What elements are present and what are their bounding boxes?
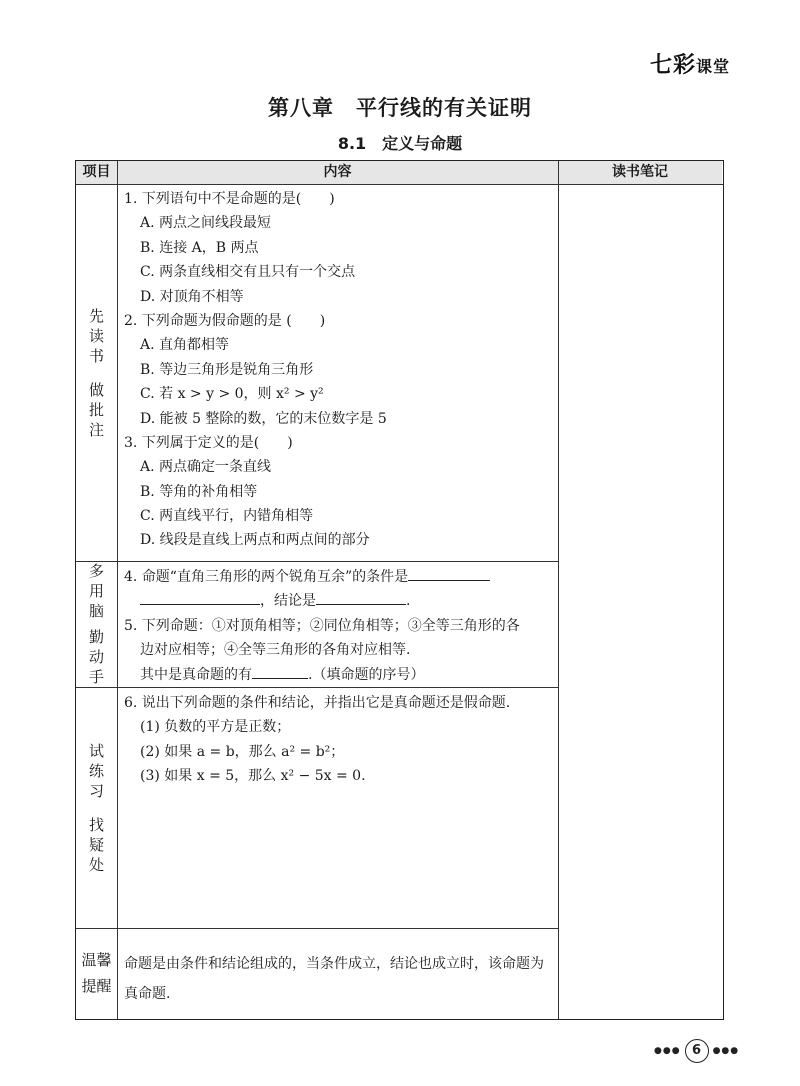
label-char: 注	[88, 420, 104, 439]
option: B. 等边三角形是锐角三角形	[140, 361, 314, 378]
sub-question: (2) 如果 a = b，那么 a² = b²；	[140, 743, 345, 760]
row-content-practice	[124, 691, 554, 789]
header-item: 项目	[76, 161, 117, 184]
label-char: 练	[88, 761, 104, 780]
answer-blank	[316, 589, 406, 605]
row-label-think	[76, 561, 117, 687]
header-content: 内容	[117, 161, 558, 184]
option: D. 能被 5 整除的数，它的末位数字是 5	[140, 410, 387, 427]
decor-dots: ●●●	[712, 1046, 740, 1056]
row-label-read	[76, 184, 117, 561]
label-char: 试	[88, 741, 104, 760]
label-char: 疑	[88, 835, 104, 854]
option: D. 对顶角不相等	[140, 288, 244, 305]
grid-hline	[76, 184, 723, 185]
label-char: 动	[88, 648, 104, 666]
row-label-tip	[76, 928, 117, 1018]
question-4-text: 4. 命题“直角三角形的两个锐角互余”的条件是	[124, 569, 409, 585]
decor-dots: ●●●	[654, 1046, 681, 1056]
label-char: 多	[88, 562, 104, 580]
label-char: 手	[88, 668, 104, 686]
question-3: 3. 下列属于定义的是( )	[124, 434, 293, 451]
section-title	[0, 131, 800, 154]
row-label-practice	[76, 687, 117, 928]
chapter-name: 平行线的有关证明	[356, 95, 532, 120]
answer-blank	[252, 663, 308, 679]
tip-text: 命题是由条件和结论组成的，当条件成立，结论也成立时，该命题为真命题.	[124, 956, 544, 1002]
label-char: 用	[88, 582, 104, 600]
page-number-value: 6	[685, 1039, 709, 1063]
brand-logo-rest: 课堂	[695, 57, 730, 76]
answer-blank	[140, 589, 260, 605]
brand-logo	[650, 48, 730, 79]
section-name: 定义与命题	[382, 134, 463, 153]
question-5-ask-hint: .（填命题的序号）	[308, 666, 425, 683]
label-char: 脑	[88, 602, 104, 620]
sub-question: (3) 如果 x = 5，那么 x² − 5x = 0.	[140, 768, 366, 785]
question-6: 6. 说出下列命题的条件和结论，并指出它是真命题还是假命题.	[124, 695, 511, 711]
option: C. 两直线平行，内错角相等	[140, 508, 314, 525]
header-notes: 读书笔记	[558, 161, 722, 184]
sub-question: (1) 负数的平方是正数；	[140, 719, 291, 736]
grid-vline	[558, 161, 559, 1019]
grid-hline	[76, 561, 558, 562]
page-number	[654, 1039, 739, 1063]
study-table	[75, 160, 724, 1020]
option: A. 两点确定一条直线	[140, 459, 272, 476]
answer-blank	[408, 565, 490, 581]
question-4-conclusion: ，结论是	[260, 593, 316, 610]
option: B. 连接 A，B 两点	[140, 239, 259, 256]
label-word: 温馨	[81, 951, 112, 969]
brand-logo-main: 七彩	[649, 53, 696, 78]
question-5: 5. 下列命题：①对顶角相等；②同位角相等；③全等三角形的各	[124, 617, 520, 634]
option: D. 线段是直线上两点和两点间的部分	[140, 532, 370, 549]
grid-hline	[76, 928, 558, 929]
option: B. 等角的补角相等	[140, 483, 258, 500]
option: A. 直角都相等	[140, 337, 230, 354]
row-content-think	[124, 565, 554, 687]
label-char: 处	[88, 855, 104, 874]
option: C. 若 x > y > 0，则 x² > y²	[140, 386, 324, 403]
question-5-cont: 边对应相等；④全等三角形的各角对应相等.	[140, 642, 411, 659]
label-char: 勤	[88, 628, 104, 646]
label-char: 书	[88, 346, 104, 365]
grid-hline	[76, 687, 558, 688]
question-5-ask-text: 其中是真命题的有	[140, 666, 252, 683]
question-4	[124, 565, 554, 589]
label-char: 先	[88, 306, 104, 325]
option: C. 两条直线相交有且只有一个交点	[140, 264, 356, 281]
question-1: 1. 下列语句中不是命题的是( )	[124, 191, 335, 207]
label-char: 找	[88, 815, 104, 834]
row-content-read	[124, 187, 554, 553]
label-char: 习	[88, 781, 104, 800]
label-char: 做	[88, 380, 104, 399]
label-char: 读	[88, 326, 104, 345]
question-5-ask	[124, 663, 554, 687]
section-number: 8.1	[337, 134, 367, 153]
chapter-number: 第八章	[268, 95, 334, 120]
label-word: 提醒	[81, 977, 112, 995]
question-4-cont: ，结论是 .	[124, 589, 554, 613]
label-char: 批	[88, 400, 104, 419]
question-2: 2. 下列命题为假命题的是 ( )	[124, 312, 326, 329]
grid-vline	[117, 161, 118, 1019]
option: A. 两点之间线段最短	[140, 215, 272, 232]
chapter-title	[0, 92, 800, 122]
